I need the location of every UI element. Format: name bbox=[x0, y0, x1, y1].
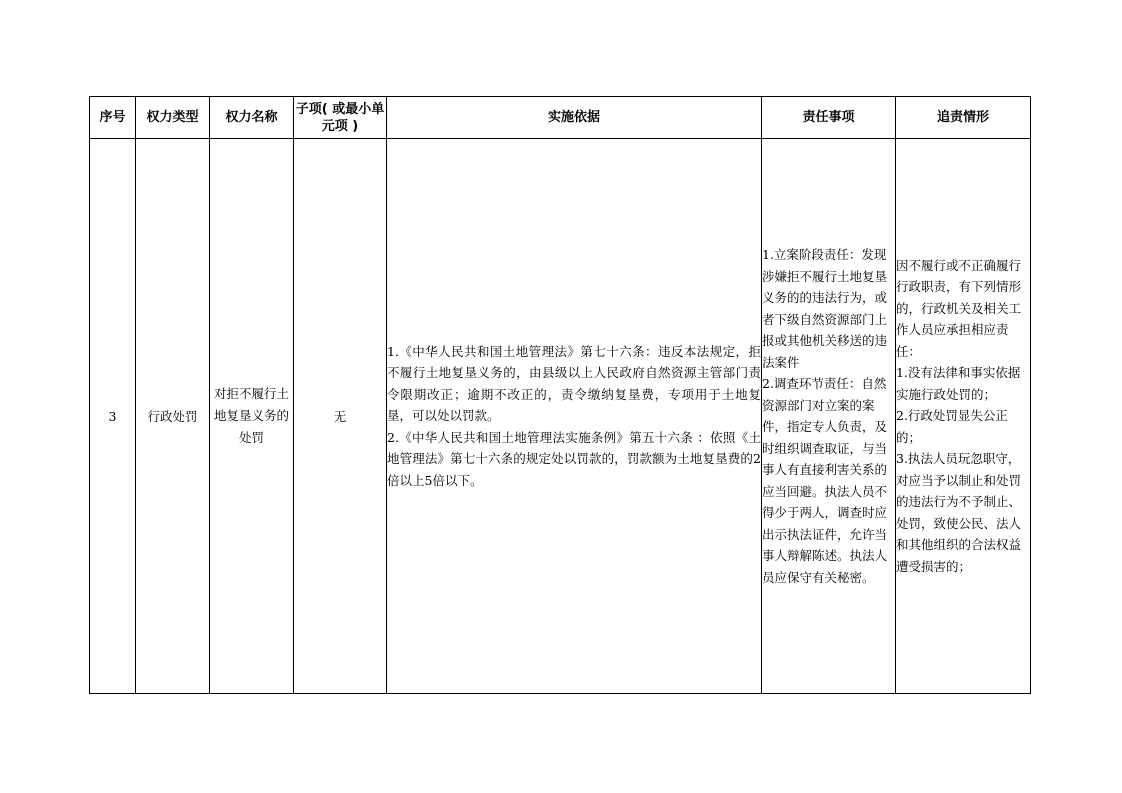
basis-item-2: 2.《中华人民共和国土地管理法实施条例》第五十六条 ：依照《土地管理法》第七十六条的规定处以罚款的，罚款额为土地复垦费的2倍以上5倍以下。 bbox=[387, 429, 761, 488]
power-list-table bbox=[89, 96, 1031, 694]
basis-item-1: 1.《中华人民共和国土地管理法》第七十六条：违反本法规定，拒不履行土地复垦义务的，由县级以上人民政府自然资源主管部门责令限期改正；逾期不改正的，责令缴纳复垦费，专项用于土地复垦，可以处以罚款。 bbox=[387, 343, 761, 424]
accountability-text: 因不履行或不正确履行行政职责，有下列情形的，行政机关及相关工作人员应承担相应责任： 1.没有法律和事实依据实施行政处罚的； 2.行政处罚显失公正的； 3.执法人员玩忽职守，对应当予以制止和处罚的违法行为不予制止、处罚，致使公民、法人和其他组织的合法权益遭受损害的； bbox=[896, 257, 1022, 574]
row-responsibility bbox=[762, 139, 896, 694]
responsibility-text: 1.立案阶段责任：发现涉嫌拒不履行土地复垦义务的的违法行为，或者下级自然资源部门上报或其他机关移送的违法案件 2.调查环节责任：自然资源部门对立案的案件，指定专人负责，及时组织调查取证，与当事人有直接利害关系的应当回避。执法人员不得少于两人，调查时应出示执法证件，允许当事人辩解陈述。执法人员应保守有关秘密。 bbox=[762, 247, 888, 585]
row-basis bbox=[387, 139, 762, 694]
header-index: 序号 bbox=[90, 97, 136, 139]
row-index: 3 bbox=[90, 139, 136, 694]
header-power-type: 权力类型 bbox=[136, 97, 210, 139]
row-power-type: 行政处罚 bbox=[136, 139, 210, 694]
row-accountability bbox=[896, 139, 1031, 694]
row-sub-item: 无 bbox=[294, 139, 387, 694]
table-row bbox=[90, 139, 1031, 694]
header-power-name: 权力名称 bbox=[210, 97, 294, 139]
header-responsibility: 责任事项 bbox=[762, 97, 896, 139]
header-accountability: 追责情形 bbox=[896, 97, 1031, 139]
header-sub-item: 子项( 或最小单元项 ) bbox=[294, 97, 387, 139]
row-power-name: 对拒不履行土地复垦义务的处罚 bbox=[210, 139, 294, 694]
header-basis: 实施依据 bbox=[387, 97, 762, 139]
table-header-row bbox=[90, 97, 1031, 139]
